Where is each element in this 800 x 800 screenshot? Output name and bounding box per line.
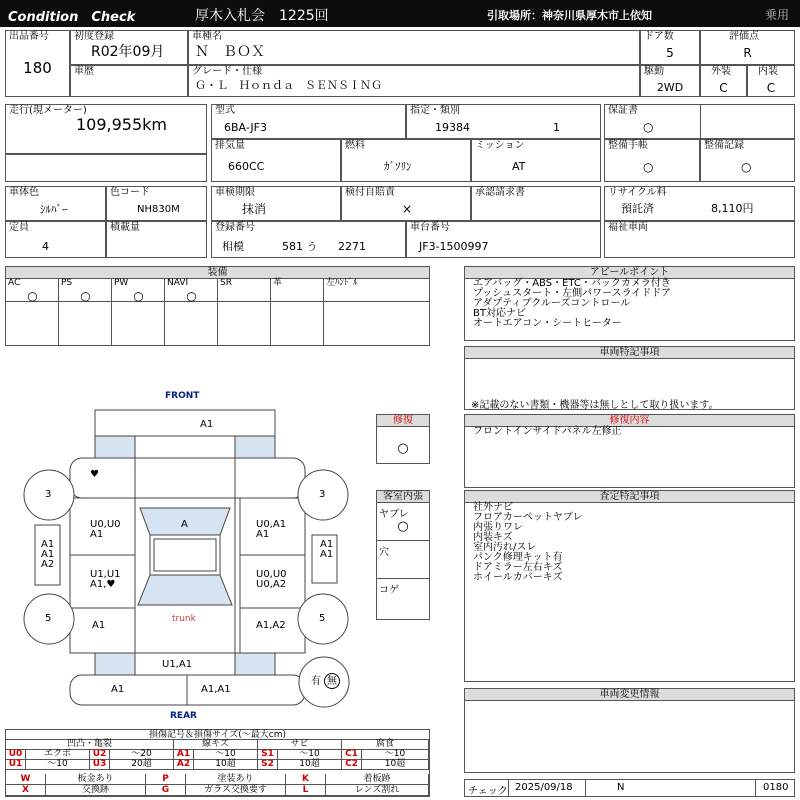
interior-cell (747, 65, 795, 97)
inspection-notes-title: 査定特記事項 (465, 491, 794, 503)
mileage-cell (5, 104, 207, 154)
equipment-label: PW (114, 278, 129, 288)
equipment-item (324, 278, 429, 345)
maint-book: ○ (643, 160, 654, 174)
welfare-cell (604, 221, 795, 258)
note-line: ホイールカバーキズ (473, 572, 563, 583)
note-line: エアバッグ・ABS・ETC・バックカメラ付き (473, 278, 671, 289)
body-color: ｼﾙﾊﾞｰ (40, 203, 68, 216)
mission: AT (512, 160, 526, 173)
legend-code: S2 (258, 760, 278, 770)
equipment-value: ○ (27, 289, 38, 303)
load-label: 積載量 (110, 222, 140, 233)
doors: 5 (666, 46, 674, 60)
equipment-item (59, 278, 112, 345)
capacity: 4 (42, 240, 49, 253)
color-code: NH830M (137, 204, 180, 215)
annual-label: 検付自賠責 (345, 187, 395, 198)
drive-label: 駆動 (644, 66, 664, 77)
spare-tire-status: 無 (324, 673, 340, 689)
cabin-box (376, 490, 430, 620)
plate-area: 相模 (222, 240, 244, 253)
welfare-label: 福祉車両 (608, 222, 648, 233)
equipment-title: 装備 (6, 267, 429, 279)
legend-desc: 10超 (194, 760, 258, 770)
appeal-title: アピールポイント (465, 267, 794, 279)
equipment-table (5, 266, 430, 346)
equipment-label: SR (220, 278, 232, 288)
exterior-cell (700, 65, 747, 97)
note-line: ドアミラー左右キズ (473, 562, 563, 573)
legend-code: K (286, 774, 326, 785)
first-reg-cell (70, 30, 188, 65)
displacement-cell (211, 139, 341, 182)
drive: 2WD (656, 81, 684, 94)
equipment-value: ○ (133, 289, 144, 303)
inspection-label: 車検期限 (215, 187, 255, 198)
special-note: ※記載のない書類・機器等は無しとして取り扱います。 (471, 400, 719, 411)
legend-desc: 20超 (110, 760, 174, 770)
legend-code: X (6, 785, 46, 796)
chassis-cell (406, 221, 601, 258)
fuel: ｶﾞｿﾘﾝ (384, 160, 412, 173)
note-line: フロントインサイドパネル左修正 (473, 426, 622, 437)
legend-desc: 板金あり (46, 774, 146, 785)
cabin-item (377, 503, 429, 541)
rear-right-quarter-damage: A1,A2 (256, 620, 286, 631)
legend-code: C1 (342, 750, 362, 760)
equipment-label: PS (61, 278, 73, 288)
legend-title: 損傷記号＆損傷サイズ(～最大cm) (6, 730, 429, 740)
maint-record-cell (700, 139, 795, 182)
plate-label: 登録番号 (215, 222, 255, 233)
cabin-label: コゲ (379, 585, 399, 596)
designation: 19384 (435, 121, 470, 134)
legend-code: U3 (90, 760, 110, 770)
repair-label: 修復 (377, 415, 429, 427)
legend-code: C2 (342, 760, 362, 770)
legend-desc: ～10 (194, 750, 258, 760)
legend-code: L (286, 785, 326, 796)
legend-desc: 10超 (278, 760, 342, 770)
plate-cell (211, 221, 406, 258)
mileage: 109,955km (76, 115, 168, 134)
recycle-label: リサイクル料 (608, 187, 667, 198)
rear-panel-damage: U1,A1 (162, 659, 193, 670)
doors-cell (640, 30, 700, 65)
front-bumper-damage: A1 (200, 419, 214, 430)
damage-diagram (0, 385, 372, 725)
maint-rec-label: 整備記録 (704, 140, 744, 151)
equipment-label: 左ﾊﾝﾄﾞﾙ (326, 278, 358, 288)
fuel-label: 燃料 (345, 140, 365, 151)
first-reg-label: 初度登録 (74, 31, 114, 42)
rear-left-door-damage: U1,U1 A1,♥ (90, 569, 121, 590)
grade: Ｇ・Ｌ Ｈｏｎｄａ ＳＥＮＳＩＮＧ (195, 79, 382, 92)
maint-label: 整備手帳 (608, 140, 648, 151)
inspection-notes-box (464, 490, 795, 682)
rear-right-door-damage: U0,U0 U0,A2 (256, 569, 287, 590)
inspection-expiry: 抹消 (242, 202, 267, 216)
tire-rear-left: 5 (45, 613, 52, 624)
legend-code: S1 (258, 750, 278, 760)
legend-desc: ガラス交換要す (186, 785, 286, 796)
rear-label: REAR (170, 711, 197, 721)
color-cell (5, 186, 106, 221)
note-line: アダプティブクルーズコントロール (473, 298, 631, 309)
classification: 1 (553, 121, 560, 134)
car-outline (0, 385, 372, 725)
change-info-title: 車両変更情報 (465, 689, 794, 701)
repair-detail-title: 修復内容 (465, 415, 794, 427)
history-label: 車歴 (74, 66, 94, 77)
note-line: パンク修理キット有 (473, 552, 563, 563)
legend-desc: エクボ (26, 750, 90, 760)
lot-number: 180 (23, 59, 52, 77)
front-right-door-damage: U0,A1 A1 (256, 519, 287, 540)
note-line: 内張りワレ (473, 522, 523, 533)
legend-code: A1 (174, 750, 194, 760)
maint-book-cell (604, 139, 700, 182)
legend-desc: ～20 (110, 750, 174, 760)
model-cell (188, 30, 640, 65)
legend-code: P (146, 774, 186, 785)
legend-code: U0 (6, 750, 26, 760)
type-cell (211, 104, 406, 139)
appeal-lines (473, 279, 671, 329)
rear-bumper-right-damage: A1,A1 (201, 684, 231, 695)
inspection-lines (473, 503, 583, 583)
legend-code: U1 (6, 760, 26, 770)
interior-label: 内装 (758, 66, 778, 77)
cabin-item (377, 579, 429, 617)
color-label: 車体色 (9, 187, 39, 198)
legend-desc: ～10 (26, 760, 90, 770)
spare-tire-label: 有 (311, 676, 321, 687)
repair-detail-box (464, 414, 795, 488)
exterior-score: C (719, 81, 728, 95)
special-notes-box (464, 346, 795, 410)
repair-lines (473, 427, 622, 437)
legend-code: G (146, 785, 186, 796)
legend-code: W (6, 774, 46, 785)
note-line: フロアカーペットヤブレ (473, 512, 583, 523)
pickup-location: 引取場所：神奈川県厚木市上依知 (487, 9, 652, 22)
equipment-item (218, 278, 271, 345)
equipment-value: ○ (80, 289, 91, 303)
chassis-number: JF3-1500997 (419, 240, 489, 253)
auction-name: 厚木入札会 1225回 (195, 8, 329, 24)
cabin-label: 穴 (379, 547, 389, 558)
legend-code: U2 (90, 750, 110, 760)
note-line: BT対応ナビ (473, 308, 526, 319)
capacity-label: 定員 (9, 222, 29, 233)
cabin-value: ○ (397, 519, 409, 534)
doors-label: ドア数 (644, 31, 674, 42)
mission-label: ミッション (475, 140, 525, 151)
note-line: 室内汚れ/スレ (473, 542, 537, 553)
plate-class: 581 う (282, 240, 318, 253)
annual-insurance: × (402, 202, 413, 216)
inspection-cell (211, 186, 341, 221)
mileage-blank (5, 154, 207, 182)
designation-cell (406, 104, 601, 139)
interior-score: C (766, 81, 776, 95)
equipment-item (112, 278, 165, 345)
tire-front-right: 3 (319, 489, 326, 500)
equipment-item (165, 278, 218, 345)
model-name: Ｎ ＢＯＸ (195, 44, 265, 60)
chassis-label: 車台番号 (410, 222, 450, 233)
cabin-label: ヤブレ (379, 509, 409, 520)
first-reg: R02年09月 (91, 44, 165, 60)
equipment-label: NAVI (167, 278, 189, 288)
windshield-damage: A (181, 519, 188, 530)
legend-desc: 10超 (362, 760, 429, 770)
tire-front-left: 3 (45, 489, 52, 500)
designation-label: 指定・類別 (410, 105, 460, 116)
fuel-cell (341, 139, 471, 182)
note-line: プッシュスタート・左側パワースライドドア (473, 288, 671, 299)
legend-category: 線キズ (174, 740, 258, 750)
change-info-box (464, 688, 795, 773)
repair-box (376, 414, 430, 464)
displacement: 660CC (228, 160, 265, 173)
trunk-label: trunk (172, 614, 196, 624)
left-side-damage: A1 A1 A2 (41, 539, 55, 570)
rear-bumper-left-damage: A1 (111, 684, 125, 695)
exterior-label: 外装 (711, 66, 731, 77)
legend-desc: 着板跡 (326, 774, 429, 785)
legend-category: 凹凸・亀裂 (6, 740, 174, 750)
equipment-label: 革 (273, 278, 283, 288)
special-title: 車両特記事項 (465, 347, 794, 359)
legend-category: サビ (258, 740, 342, 750)
equipment-item (271, 278, 324, 345)
mileage-label: 走行(現メーター) (9, 105, 87, 116)
check-label: チェック (468, 786, 508, 797)
legend-desc: 交換跡 (46, 785, 146, 796)
score: R (743, 46, 752, 60)
recycle-fee: 8,110円 (711, 202, 754, 215)
approval-cell (471, 186, 601, 221)
annual-cell (341, 186, 471, 221)
sheet-number: 0180 (763, 782, 789, 793)
recycle-cell (604, 186, 795, 221)
color-code-cell (106, 186, 207, 221)
drive-cell (640, 65, 700, 97)
cabin-item (377, 541, 429, 579)
score-cell (700, 30, 795, 65)
right-side-damage: A1 A1 (320, 539, 334, 560)
legend-category: 腐食 (342, 740, 429, 750)
approval-label: 承認請求書 (475, 187, 525, 198)
grade-label: グレード・仕様 (192, 66, 262, 77)
lot-label: 出品番号 (9, 31, 49, 42)
maint-record: ○ (741, 160, 752, 174)
appeal-box (464, 266, 795, 341)
history-cell (70, 65, 188, 97)
model-label: 車種名 (192, 31, 222, 42)
cabin-title: 客室内張 (377, 491, 429, 503)
header-title: Condition Check (8, 10, 136, 25)
front-left-door-damage: U0,U0 A1 (90, 519, 121, 540)
load-cell (106, 221, 207, 258)
note-line: 社外ナビ (473, 502, 513, 513)
equipment-item (6, 278, 59, 345)
check-code: N (617, 782, 625, 793)
type: 6BA-JF3 (224, 121, 267, 134)
vehicle-category: 乗用 (765, 8, 790, 22)
warranty-cell (604, 104, 795, 139)
header-bar (0, 0, 800, 27)
type-label: 型式 (215, 105, 235, 116)
mission-cell (471, 139, 601, 182)
legend-code: A2 (174, 760, 194, 770)
plate-number: 2271 (338, 240, 366, 253)
score-label: 評価点 (729, 31, 759, 42)
tire-rear-right: 5 (319, 613, 326, 624)
repair-value: ○ (397, 441, 409, 456)
legend-desc: ～10 (362, 750, 429, 760)
front-label: FRONT (165, 391, 200, 401)
recycle-status: 預託済 (621, 202, 654, 215)
equipment-label: AC (8, 278, 21, 288)
note-line: 内装キズ (473, 532, 513, 543)
legend-desc: 塗装あり (186, 774, 286, 785)
note-line: オートエアコン・シートヒーター (473, 318, 622, 329)
capacity-cell (5, 221, 106, 258)
warranty-label: 保証書 (608, 105, 638, 116)
hood-damage: ♥ (90, 469, 99, 480)
rear-left-quarter-damage: A1 (92, 620, 106, 631)
displacement-label: 排気量 (215, 140, 245, 151)
grade-cell (188, 65, 640, 97)
warranty: ○ (643, 120, 654, 134)
color-code-label: 色コード (110, 187, 150, 198)
equipment-value: ○ (186, 289, 197, 303)
check-footer (464, 779, 795, 797)
check-date: 2025/09/18 (515, 782, 573, 793)
lot-number-cell (5, 30, 70, 97)
legend-desc: レンズ割れ (326, 785, 429, 796)
damage-legend (5, 729, 430, 797)
legend-desc: ～10 (278, 750, 342, 760)
